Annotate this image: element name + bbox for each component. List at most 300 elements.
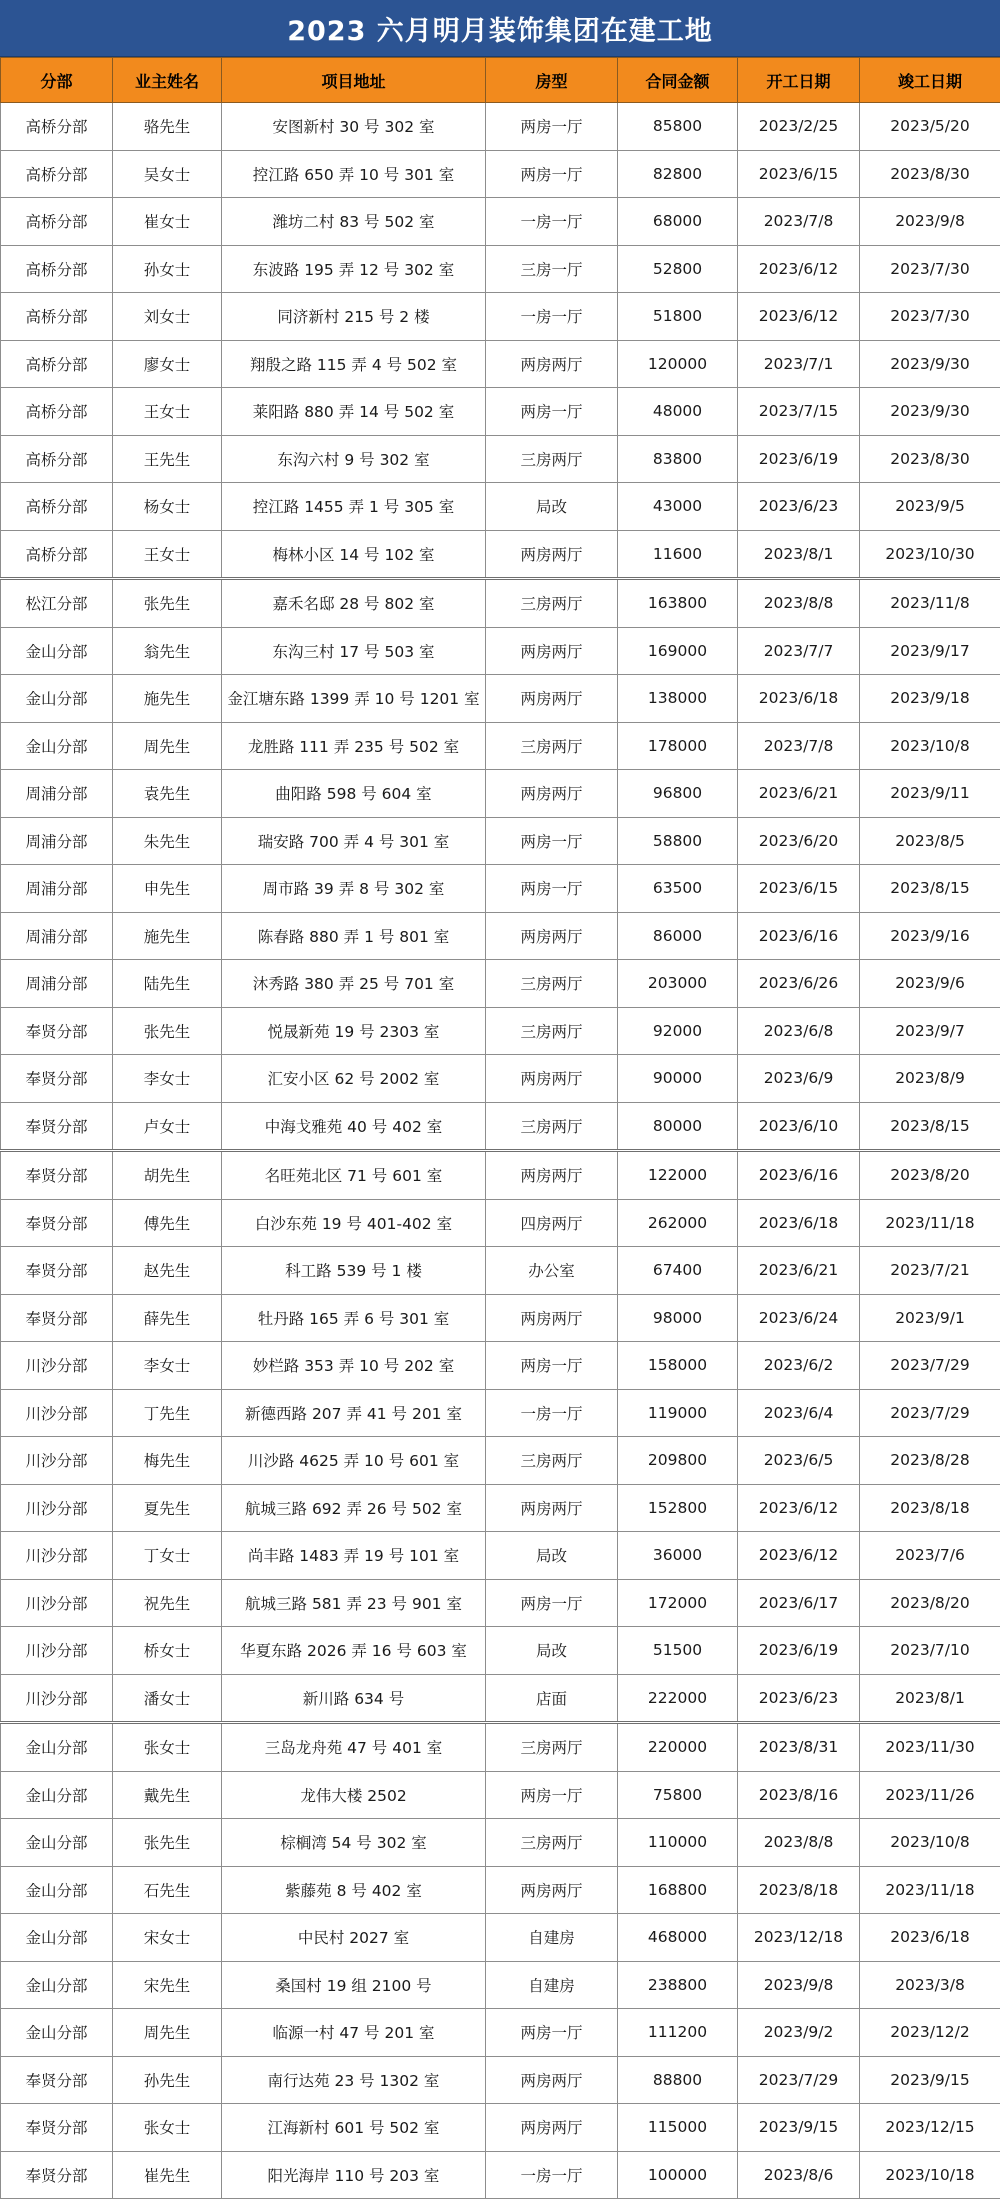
owner-name-cell: 张女士 [113,1723,222,1772]
address-cell: 莱阳路 880 弄 14 号 502 室 [222,388,486,436]
start-date-cell: 2023/6/12 [738,1484,860,1532]
table-row [1,1674,1000,1723]
branch-cell: 川沙分部 [1,1389,113,1437]
address-cell: 沐秀路 380 弄 25 号 701 室 [222,960,486,1008]
room-type-cell: 两房一厅 [486,2009,618,2057]
start-date-cell: 2023/6/21 [738,770,860,818]
branch-cell: 高桥分部 [1,103,113,151]
table-row [1,103,1000,151]
room-type-cell: 店面 [486,1674,618,1723]
owner-name-cell: 杨女士 [113,483,222,531]
owner-name-cell: 夏先生 [113,1484,222,1532]
address-cell: 东沟三村 17 号 503 室 [222,627,486,675]
completion-date-cell: 2023/11/18 [860,1866,1000,1914]
address-cell: 曲阳路 598 号 604 室 [222,770,486,818]
contract-amount-cell: 36000 [618,1532,738,1580]
completion-date-cell: 2023/11/26 [860,1771,1000,1819]
owner-name-cell: 戴先生 [113,1771,222,1819]
table-row [1,1961,1000,2009]
owner-name-cell: 周先生 [113,722,222,770]
table-row [1,435,1000,483]
room-type-cell: 三房两厅 [486,1437,618,1485]
table-row [1,912,1000,960]
owner-name-cell: 傅先生 [113,1199,222,1247]
room-type-cell: 自建房 [486,1914,618,1962]
address-cell: 安图新村 30 号 302 室 [222,103,486,151]
start-date-cell: 2023/6/26 [738,960,860,1008]
room-type-cell: 三房两厅 [486,579,618,628]
table-row [1,1199,1000,1247]
owner-name-cell: 丁先生 [113,1389,222,1437]
owner-name-cell: 潘女士 [113,1674,222,1723]
owner-name-cell: 刘女士 [113,293,222,341]
completion-date-cell: 2023/8/9 [860,1055,1000,1103]
contract-amount-cell: 63500 [618,865,738,913]
address-cell: 龙胜路 111 弄 235 号 502 室 [222,722,486,770]
address-cell: 南行达苑 23 号 1302 室 [222,2056,486,2104]
branch-cell: 奉贤分部 [1,2104,113,2152]
completion-date-cell: 2023/8/30 [860,435,1000,483]
address-cell: 龙伟大楼 2502 [222,1771,486,1819]
completion-date-cell: 2023/12/15 [860,2104,1000,2152]
completion-date-cell: 2023/9/30 [860,388,1000,436]
table-row [1,2056,1000,2104]
table-row [1,865,1000,913]
header-project-address: 项目地址 [222,58,486,103]
branch-cell: 川沙分部 [1,1579,113,1627]
completion-date-cell: 2023/10/18 [860,2151,1000,2199]
completion-date-cell: 2023/9/30 [860,340,1000,388]
branch-cell: 金山分部 [1,1723,113,1772]
branch-cell: 川沙分部 [1,1342,113,1390]
address-cell: 三岛龙舟苑 47 号 401 室 [222,1723,486,1772]
room-type-cell: 两房一厅 [486,1771,618,1819]
owner-name-cell: 袁先生 [113,770,222,818]
table-header-row [1,58,1000,103]
start-date-cell: 2023/6/16 [738,1151,860,1200]
room-type-cell: 两房两厅 [486,2056,618,2104]
table-row [1,198,1000,246]
address-cell: 桑国村 19 组 2100 号 [222,1961,486,2009]
address-cell: 潍坊二村 83 号 502 室 [222,198,486,246]
room-type-cell: 局改 [486,1532,618,1580]
table-row [1,1294,1000,1342]
owner-name-cell: 施先生 [113,675,222,723]
branch-cell: 奉贤分部 [1,1055,113,1103]
table-row [1,1102,1000,1151]
owner-name-cell: 石先生 [113,1866,222,1914]
completion-date-cell: 2023/9/18 [860,675,1000,723]
contract-amount-cell: 86000 [618,912,738,960]
start-date-cell: 2023/7/7 [738,627,860,675]
table-row [1,483,1000,531]
completion-date-cell: 2023/7/30 [860,293,1000,341]
start-date-cell: 2023/7/8 [738,198,860,246]
address-cell: 白沙东苑 19 号 401-402 室 [222,1199,486,1247]
room-type-cell: 两房一厅 [486,388,618,436]
contract-amount-cell: 11600 [618,530,738,579]
address-cell: 嘉禾名邸 28 号 802 室 [222,579,486,628]
room-type-cell: 一房一厅 [486,2151,618,2199]
branch-cell: 高桥分部 [1,245,113,293]
start-date-cell: 2023/6/8 [738,1007,860,1055]
address-cell: 同济新村 215 号 2 楼 [222,293,486,341]
completion-date-cell: 2023/8/18 [860,1484,1000,1532]
table-row [1,150,1000,198]
contract-amount-cell: 96800 [618,770,738,818]
branch-cell: 高桥分部 [1,388,113,436]
start-date-cell: 2023/6/15 [738,865,860,913]
start-date-cell: 2023/6/23 [738,1674,860,1723]
address-cell: 妙栏路 353 弄 10 号 202 室 [222,1342,486,1390]
owner-name-cell: 张先生 [113,1007,222,1055]
table-row [1,1484,1000,1532]
contract-amount-cell: 203000 [618,960,738,1008]
start-date-cell: 2023/8/8 [738,579,860,628]
completion-date-cell: 2023/8/28 [860,1437,1000,1485]
room-type-cell: 三房两厅 [486,1102,618,1151]
branch-cell: 川沙分部 [1,1437,113,1485]
room-type-cell: 三房两厅 [486,722,618,770]
start-date-cell: 2023/6/2 [738,1342,860,1390]
branch-cell: 奉贤分部 [1,2151,113,2199]
branch-cell: 高桥分部 [1,340,113,388]
table-row [1,1914,1000,1962]
branch-cell: 松江分部 [1,579,113,628]
table-row [1,293,1000,341]
completion-date-cell: 2023/10/8 [860,722,1000,770]
contract-amount-cell: 120000 [618,340,738,388]
contract-amount-cell: 68000 [618,198,738,246]
branch-cell: 川沙分部 [1,1627,113,1675]
owner-name-cell: 张女士 [113,2104,222,2152]
room-type-cell: 一房一厅 [486,1389,618,1437]
contract-amount-cell: 58800 [618,817,738,865]
owner-name-cell: 张先生 [113,579,222,628]
start-date-cell: 2023/6/15 [738,150,860,198]
table-row [1,2151,1000,2199]
completion-date-cell: 2023/9/17 [860,627,1000,675]
table-row [1,1389,1000,1437]
address-cell: 牡丹路 165 弄 6 号 301 室 [222,1294,486,1342]
room-type-cell: 两房两厅 [486,530,618,579]
owner-name-cell: 陆先生 [113,960,222,1008]
address-cell: 新德西路 207 弄 41 号 201 室 [222,1389,486,1437]
contract-amount-cell: 138000 [618,675,738,723]
room-type-cell: 四房两厅 [486,1199,618,1247]
table-row [1,817,1000,865]
table-row [1,340,1000,388]
room-type-cell: 两房两厅 [486,675,618,723]
contract-amount-cell: 51800 [618,293,738,341]
owner-name-cell: 赵先生 [113,1247,222,1295]
contract-amount-cell: 48000 [618,388,738,436]
table-row [1,1055,1000,1103]
contract-amount-cell: 88800 [618,2056,738,2104]
owner-name-cell: 施先生 [113,912,222,960]
completion-date-cell: 2023/7/10 [860,1627,1000,1675]
room-type-cell: 一房一厅 [486,293,618,341]
contract-amount-cell: 43000 [618,483,738,531]
branch-cell: 金山分部 [1,1961,113,2009]
room-type-cell: 两房两厅 [486,627,618,675]
start-date-cell: 2023/7/15 [738,388,860,436]
table-row [1,1579,1000,1627]
branch-cell: 奉贤分部 [1,2056,113,2104]
contract-amount-cell: 83800 [618,435,738,483]
address-cell: 悦晟新苑 19 号 2303 室 [222,1007,486,1055]
completion-date-cell: 2023/9/16 [860,912,1000,960]
room-type-cell: 两房一厅 [486,865,618,913]
start-date-cell: 2023/8/6 [738,2151,860,2199]
branch-cell: 金山分部 [1,2009,113,2057]
completion-date-cell: 2023/9/1 [860,1294,1000,1342]
start-date-cell: 2023/6/12 [738,245,860,293]
contract-amount-cell: 122000 [618,1151,738,1200]
completion-date-cell: 2023/9/15 [860,2056,1000,2104]
table-body [1,103,1000,2199]
owner-name-cell: 胡先生 [113,1151,222,1200]
table-row [1,1866,1000,1914]
header-completion-date: 竣工日期 [860,58,1000,103]
room-type-cell: 两房两厅 [486,1294,618,1342]
owner-name-cell: 王女士 [113,388,222,436]
contract-amount-cell: 115000 [618,2104,738,2152]
room-type-cell: 两房一厅 [486,1579,618,1627]
contract-amount-cell: 158000 [618,1342,738,1390]
branch-cell: 高桥分部 [1,150,113,198]
start-date-cell: 2023/8/31 [738,1723,860,1772]
start-date-cell: 2023/7/1 [738,340,860,388]
completion-date-cell: 2023/8/5 [860,817,1000,865]
start-date-cell: 2023/6/18 [738,1199,860,1247]
branch-cell: 周浦分部 [1,770,113,818]
room-type-cell: 两房一厅 [486,103,618,151]
branch-cell: 金山分部 [1,1914,113,1962]
contract-amount-cell: 220000 [618,1723,738,1772]
start-date-cell: 2023/7/8 [738,722,860,770]
completion-date-cell: 2023/8/20 [860,1151,1000,1200]
address-cell: 控江路 650 弄 10 号 301 室 [222,150,486,198]
address-cell: 汇安小区 62 号 2002 室 [222,1055,486,1103]
contract-amount-cell: 92000 [618,1007,738,1055]
table-row [1,1771,1000,1819]
completion-date-cell: 2023/8/15 [860,1102,1000,1151]
branch-cell: 奉贤分部 [1,1102,113,1151]
start-date-cell: 2023/6/24 [738,1294,860,1342]
branch-cell: 奉贤分部 [1,1294,113,1342]
table-row [1,2104,1000,2152]
completion-date-cell: 2023/8/30 [860,150,1000,198]
address-cell: 尚丰路 1483 弄 19 号 101 室 [222,1532,486,1580]
branch-cell: 奉贤分部 [1,1007,113,1055]
owner-name-cell: 王女士 [113,530,222,579]
branch-cell: 金山分部 [1,1866,113,1914]
start-date-cell: 2023/9/15 [738,2104,860,2152]
room-type-cell: 三房两厅 [486,1723,618,1772]
completion-date-cell: 2023/9/6 [860,960,1000,1008]
address-cell: 东沟六村 9 号 302 室 [222,435,486,483]
owner-name-cell: 申先生 [113,865,222,913]
contract-amount-cell: 85800 [618,103,738,151]
address-cell: 陈春路 880 弄 1 号 801 室 [222,912,486,960]
start-date-cell: 2023/8/16 [738,1771,860,1819]
room-type-cell: 两房两厅 [486,1866,618,1914]
owner-name-cell: 薛先生 [113,1294,222,1342]
owner-name-cell: 朱先生 [113,817,222,865]
owner-name-cell: 梅先生 [113,1437,222,1485]
address-cell: 翔殷之路 115 弄 4 号 502 室 [222,340,486,388]
completion-date-cell: 2023/5/20 [860,103,1000,151]
contract-amount-cell: 111200 [618,2009,738,2057]
table-row [1,675,1000,723]
owner-name-cell: 崔女士 [113,198,222,246]
table-row [1,1627,1000,1675]
contract-amount-cell: 168800 [618,1866,738,1914]
completion-date-cell: 2023/7/6 [860,1532,1000,1580]
branch-cell: 周浦分部 [1,912,113,960]
branch-cell: 周浦分部 [1,865,113,913]
contract-amount-cell: 98000 [618,1294,738,1342]
start-date-cell: 2023/6/10 [738,1102,860,1151]
branch-cell: 金山分部 [1,627,113,675]
table-row [1,1342,1000,1390]
owner-name-cell: 周先生 [113,2009,222,2057]
address-cell: 阳光海岸 110 号 203 室 [222,2151,486,2199]
branch-cell: 高桥分部 [1,198,113,246]
address-cell: 周市路 39 弄 8 号 302 室 [222,865,486,913]
completion-date-cell: 2023/8/1 [860,1674,1000,1723]
address-cell: 紫藤苑 8 号 402 室 [222,1866,486,1914]
table-row [1,1007,1000,1055]
start-date-cell: 2023/6/16 [738,912,860,960]
owner-name-cell: 桥女士 [113,1627,222,1675]
contract-amount-cell: 172000 [618,1579,738,1627]
completion-date-cell: 2023/9/11 [860,770,1000,818]
room-type-cell: 一房一厅 [486,198,618,246]
address-cell: 名旺苑北区 71 号 601 室 [222,1151,486,1200]
address-cell: 航城三路 581 弄 23 号 901 室 [222,1579,486,1627]
completion-date-cell: 2023/9/5 [860,483,1000,531]
completion-date-cell: 2023/11/8 [860,579,1000,628]
owner-name-cell: 翁先生 [113,627,222,675]
sites-table [0,57,1000,2199]
branch-cell: 奉贤分部 [1,1151,113,1200]
address-cell: 中海戈雅苑 40 号 402 室 [222,1102,486,1151]
address-cell: 控江路 1455 弄 1 号 305 室 [222,483,486,531]
room-type-cell: 两房两厅 [486,1151,618,1200]
completion-date-cell: 2023/3/8 [860,1961,1000,2009]
branch-cell: 金山分部 [1,675,113,723]
branch-cell: 高桥分部 [1,483,113,531]
address-cell: 川沙路 4625 弄 10 号 601 室 [222,1437,486,1485]
start-date-cell: 2023/6/9 [738,1055,860,1103]
start-date-cell: 2023/2/25 [738,103,860,151]
completion-date-cell: 2023/7/29 [860,1389,1000,1437]
owner-name-cell: 孙女士 [113,245,222,293]
page-title: 2023 六月明月装饰集团在建工地 [0,0,1000,57]
contract-amount-cell: 90000 [618,1055,738,1103]
contract-amount-cell: 209800 [618,1437,738,1485]
start-date-cell: 2023/8/18 [738,1866,860,1914]
address-cell: 江海新村 601 号 502 室 [222,2104,486,2152]
start-date-cell: 2023/6/12 [738,1532,860,1580]
completion-date-cell: 2023/11/18 [860,1199,1000,1247]
room-type-cell: 局改 [486,1627,618,1675]
room-type-cell: 三房两厅 [486,435,618,483]
start-date-cell: 2023/6/23 [738,483,860,531]
contract-amount-cell: 67400 [618,1247,738,1295]
address-cell: 金江塘东路 1399 弄 10 号 1201 室 [222,675,486,723]
branch-cell: 奉贤分部 [1,1199,113,1247]
contract-amount-cell: 52800 [618,245,738,293]
address-cell: 航城三路 692 弄 26 号 502 室 [222,1484,486,1532]
header-owner-name: 业主姓名 [113,58,222,103]
contract-amount-cell: 222000 [618,1674,738,1723]
contract-amount-cell: 169000 [618,627,738,675]
owner-name-cell: 吴女士 [113,150,222,198]
contract-amount-cell: 468000 [618,1914,738,1962]
owner-name-cell: 骆先生 [113,103,222,151]
address-cell: 东波路 195 弄 12 号 302 室 [222,245,486,293]
room-type-cell: 两房一厅 [486,1342,618,1390]
contract-amount-cell: 119000 [618,1389,738,1437]
completion-date-cell: 2023/7/29 [860,1342,1000,1390]
table-row [1,770,1000,818]
branch-cell: 周浦分部 [1,960,113,1008]
start-date-cell: 2023/6/20 [738,817,860,865]
completion-date-cell: 2023/8/15 [860,865,1000,913]
header-room-type: 房型 [486,58,618,103]
table-row [1,1723,1000,1772]
room-type-cell: 自建房 [486,1961,618,2009]
completion-date-cell: 2023/6/18 [860,1914,1000,1962]
branch-cell: 奉贤分部 [1,1247,113,1295]
owner-name-cell: 李女士 [113,1342,222,1390]
header-branch: 分部 [1,58,113,103]
table-row [1,245,1000,293]
branch-cell: 周浦分部 [1,817,113,865]
table-row [1,1819,1000,1867]
start-date-cell: 2023/7/29 [738,2056,860,2104]
header-start-date: 开工日期 [738,58,860,103]
branch-cell: 川沙分部 [1,1674,113,1723]
table-row [1,1151,1000,1200]
branch-cell: 川沙分部 [1,1484,113,1532]
address-cell: 新川路 634 号 [222,1674,486,1723]
start-date-cell: 2023/9/2 [738,2009,860,2057]
branch-cell: 金山分部 [1,1819,113,1867]
start-date-cell: 2023/6/19 [738,1627,860,1675]
completion-date-cell: 2023/7/21 [860,1247,1000,1295]
address-cell: 科工路 539 号 1 楼 [222,1247,486,1295]
room-type-cell: 三房两厅 [486,960,618,1008]
contract-amount-cell: 178000 [618,722,738,770]
contract-amount-cell: 110000 [618,1819,738,1867]
start-date-cell: 2023/8/8 [738,1819,860,1867]
table-row [1,1437,1000,1485]
start-date-cell: 2023/6/4 [738,1389,860,1437]
contract-amount-cell: 82800 [618,150,738,198]
room-type-cell: 两房两厅 [486,1055,618,1103]
owner-name-cell: 崔先生 [113,2151,222,2199]
start-date-cell: 2023/12/18 [738,1914,860,1962]
contract-amount-cell: 100000 [618,2151,738,2199]
room-type-cell: 办公室 [486,1247,618,1295]
branch-cell: 高桥分部 [1,530,113,579]
contract-amount-cell: 80000 [618,1102,738,1151]
room-type-cell: 两房两厅 [486,340,618,388]
